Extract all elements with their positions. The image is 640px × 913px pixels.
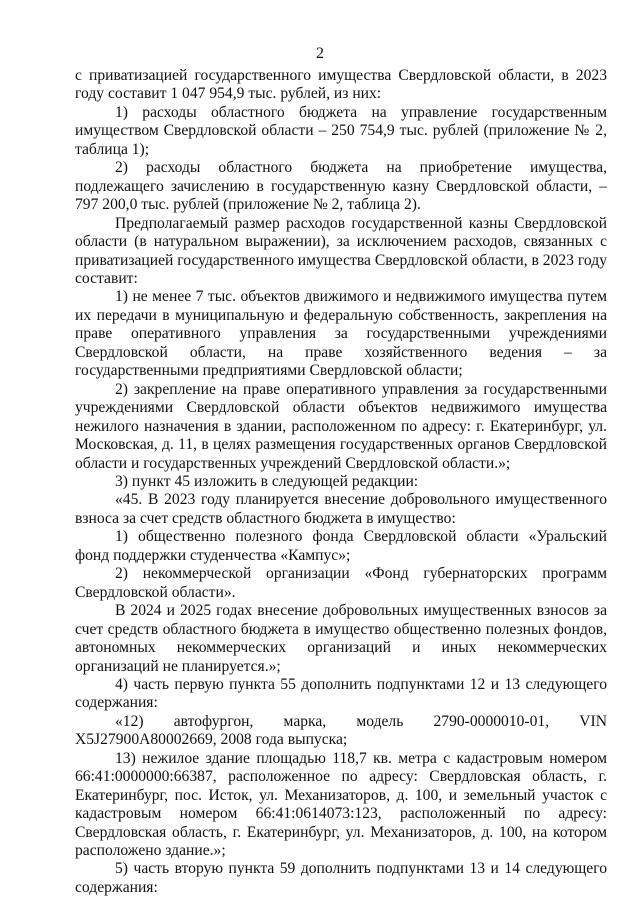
paragraph-intro-continuation: с приватизацией государственного имущества Свердловской области, в 2023 году составит 1 047 954,9 тыс. рублей, из них: [75, 67, 607, 103]
paragraph-clause-45-item-1: 1) общественно полезного фонда Свердловской области «Уральский фонд поддержки студенчества «Кампус»; [75, 528, 607, 564]
paragraph-clause-45: «45. В 2023 году планируется внесение добровольного имущественного взноса за счет средств областного бюджета в имущество: [75, 491, 607, 527]
paragraph-item-2-acquisition-expenses: 2) расходы областного бюджета на приобретение имущества, подлежащего зачислению в государственную казну Свердловской области, – 797 200,0 тыс. рублей (приложение № 2, таблица 2). [75, 159, 607, 214]
paragraph-amendment-4: 4) часть первую пункта 55 дополнить подпунктами 12 и 13 следующего содержания: [75, 675, 607, 712]
paragraph-subitem-13-building: 13) нежилое здание площадью 118,7 кв. метра с кадастровым номером 66:41:0000000:66387, расположенное по адресу: Свердловская область, г. Екатеринбург, пос. Исток, ул. Механизаторов, д. 100, и земельный участок с кадастровым номером 66:41:0614073:123, расположенный по адресу: Свердловская область, г. Екатеринбург, ул. Механизаторов, д. 100, на котором расположено здание.»; [75, 749, 607, 860]
paragraph-item-1-management-expenses: 1) расходы областного бюджета на управление государственным имуществом Свердловской области – 250 754,9 тыс. рублей (приложение № 2, таблица 1); [75, 103, 607, 158]
paragraph-treasury-item-1: 1) не менее 7 тыс. объектов движимого и недвижимого имущества путем их передачи в муниципальную и федеральную собственность, закрепления на праве оперативного управления за государственными учреждениями Свердловской области, на праве хозяйственного ведения – за государственными предприятиями Свердловской области; [75, 288, 607, 380]
page-number: 2 [316, 45, 324, 62]
document-body [75, 67, 607, 897]
paragraph-amendment-3: 3) пункт 45 изложить в следующей редакции: [115, 472, 419, 490]
paragraph-clause-45-item-2: 2) некоммерческой организации «Фонд губернаторских программ Свердловской области». [75, 565, 607, 601]
paragraph-amendment-5: 5) часть вторую пункта 59 дополнить подпунктами 13 и 14 следующего содержания: [75, 860, 607, 896]
paragraph-subitem-12-van: «12) автофургон, марка, модель 2790-0000010-01, VIN X5J27900A80002669, 2008 года выпуска; [75, 712, 607, 749]
paragraph-clause-45-2024-2025: В 2024 и 2025 годах внесение добровольных имущественных взносов за счет средств областного бюджета в имущество общественно полезных фондов, автономных некоммерческих организаций и иных некоммерческих организаций не планируется.»; [75, 602, 607, 675]
paragraph-treasury-expenses-intro: Предполагаемый размер расходов государственной казны Свердловской области (в натуральном выражении), за исключением расходов, связанных с приватизацией государственного имущества Свердловской области, в 2023 году составит: [75, 214, 607, 287]
paragraph-treasury-item-2: 2) закрепление на праве оперативного управления за государственными учреждениями Свердловской области объектов недвижимого имущества нежилого назначения в здании, расположенном по адресу: г. Екатеринбург, ул. Московская, д. 11, в целях размещения государственных органов Свердловской области и государственных учреждений Свердловской области.»; [75, 380, 607, 472]
